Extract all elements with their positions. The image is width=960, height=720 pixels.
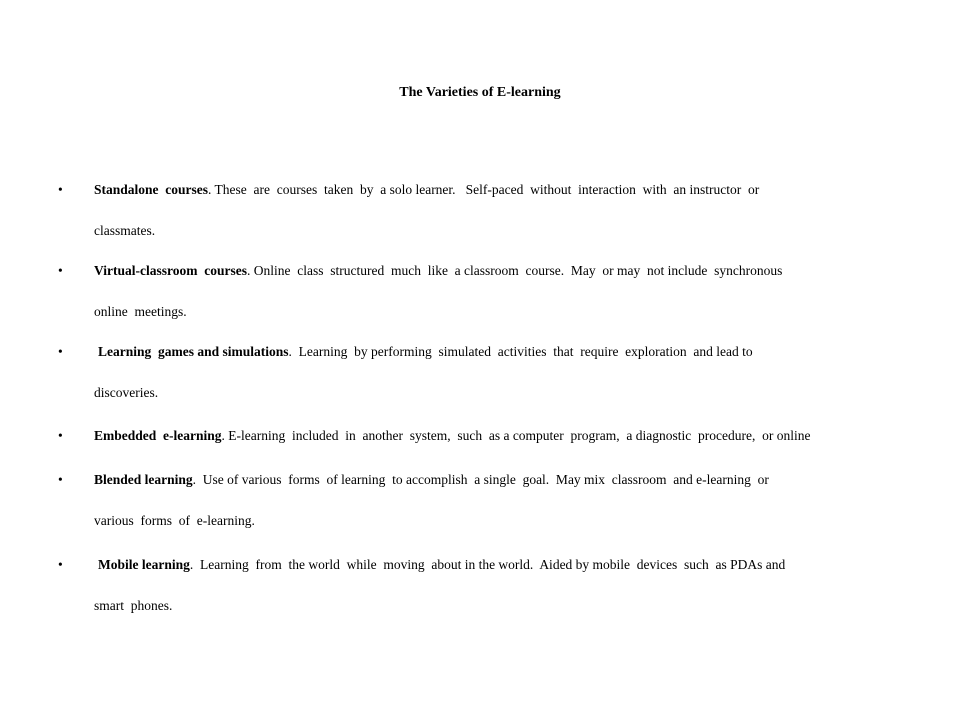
list-item-line-2: online meetings. xyxy=(94,304,187,319)
list-item-lead: Blended learning xyxy=(94,472,193,487)
list-item-body: . Learning from the world while moving about in the world. Aided by mobile devices such as PDAs and xyxy=(189,557,786,572)
list-item-line-2: discoveries. xyxy=(94,385,159,400)
list-item-line-1 xyxy=(94,169,904,210)
bullet-icon: • xyxy=(58,263,63,278)
bullet-icon: • xyxy=(58,472,63,487)
list-item-lead: Embedded e-learning xyxy=(94,428,222,443)
list-item-line-2: various forms of e-learning. xyxy=(94,513,255,528)
list-item-lead: Standalone courses xyxy=(94,182,209,197)
list-item-line-1 xyxy=(94,250,904,291)
list-item-text xyxy=(94,250,904,332)
list-item-body: . These are courses taken by a solo learner. Self-paced without interaction with an instructor or xyxy=(208,182,760,197)
bullet-icon: • xyxy=(58,557,63,572)
list-item-line-1 xyxy=(94,415,904,456)
list-item-text xyxy=(94,544,904,626)
bullet-icon: • xyxy=(58,182,63,197)
list-item-line-1 xyxy=(94,459,904,500)
list-item-lead: Virtual-classroom courses xyxy=(94,263,247,278)
list-item-text xyxy=(94,415,904,456)
list-item-text xyxy=(94,331,904,413)
list-item-body: . Learning by performing simulated activities that require exploration and lead to xyxy=(288,344,753,359)
bullet-icon: • xyxy=(58,344,63,359)
list-item-lead: Learning games and simulations xyxy=(98,344,289,359)
bullet-icon: • xyxy=(58,428,63,443)
list-item-body: . Use of various forms of learning to accomplish a single goal. May mix classroom and e-learning or xyxy=(192,472,769,487)
list-item-body: . Online class structured much like a classroom course. May or may not include synchronous xyxy=(246,263,783,278)
list-item-line-1 xyxy=(94,331,904,372)
list-item-line-2: smart phones. xyxy=(94,598,173,613)
list-item-line-1 xyxy=(94,544,904,585)
list-item-line-2: classmates. xyxy=(94,223,156,238)
page-title: The Varieties of E-learning xyxy=(399,85,561,100)
list-item-text xyxy=(94,169,904,251)
list-item-lead: Mobile learning xyxy=(98,557,190,572)
list-item-text xyxy=(94,459,904,541)
list-item-body: . E-learning included in another system, such as a computer program, a diagnostic procedure, or online xyxy=(221,428,811,443)
